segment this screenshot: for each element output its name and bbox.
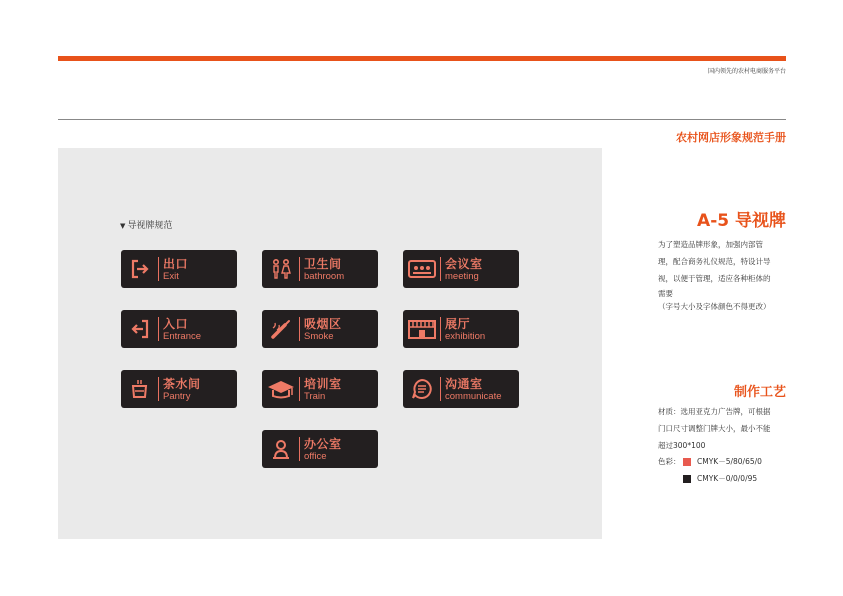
craft-title: 制作工艺 — [733, 385, 786, 400]
sign-cn: 卫生间 — [304, 257, 342, 271]
sign-cn: 入口 — [163, 317, 189, 331]
sign-divider — [158, 317, 159, 341]
color-value-black: CMYK－0/0/0/95 — [697, 474, 758, 483]
color-swatch-red — [683, 458, 691, 466]
sign-en: Exit — [163, 271, 179, 282]
entrance-icon — [129, 318, 151, 340]
sign-communicate — [403, 370, 519, 408]
sign-divider — [440, 257, 441, 281]
sign-divider — [299, 437, 300, 461]
material-line: 材质：选用亚克力广告牌，可根据 — [658, 407, 771, 416]
manual-title: 农村网店形象规范手册 — [676, 131, 786, 144]
color-swatch-black — [683, 475, 691, 483]
sign-divider — [299, 317, 300, 341]
cup-icon — [129, 378, 151, 400]
sign-exhibition — [403, 310, 519, 348]
meeting-icon — [407, 258, 437, 280]
sign-divider — [440, 377, 441, 401]
description — [658, 236, 788, 313]
exit-icon — [129, 258, 151, 280]
graduation-cap-icon — [266, 378, 296, 400]
sign-en: meeting — [445, 271, 479, 282]
sign-en: Smoke — [304, 331, 334, 342]
sign-en: exhibition — [445, 331, 486, 342]
person-icon — [270, 438, 292, 460]
sign-meeting — [403, 250, 519, 288]
description-note: （字号大小及字体颜色不得更改） — [658, 302, 771, 311]
sign-divider — [158, 377, 159, 401]
sign-en: Train — [304, 391, 326, 402]
color-value-red: CMYK－5/80/65/0 — [697, 457, 762, 466]
sign-train — [262, 370, 378, 408]
color-label: 色彩： — [658, 457, 681, 466]
sign-divider — [440, 317, 441, 341]
smoke-icon — [270, 318, 292, 340]
sign-cn: 培训室 — [304, 377, 342, 391]
sign-en: office — [304, 451, 327, 462]
sign-pantry — [121, 370, 237, 408]
sign-divider — [299, 377, 300, 401]
exhibition-icon — [407, 318, 437, 340]
sign-en: bathroom — [304, 271, 345, 282]
material-line: 门口尺寸调整门牌大小，最小不能 — [658, 424, 771, 433]
sign-cn: 吸烟区 — [304, 317, 342, 331]
section-label — [120, 218, 172, 231]
sign-en: Pantry — [163, 391, 191, 402]
sign-cn: 出口 — [163, 257, 189, 271]
sign-cn: 茶水间 — [163, 377, 201, 391]
material-text — [658, 403, 788, 454]
sign-cn: 会议室 — [445, 257, 483, 271]
description-line: 需要 — [658, 289, 673, 298]
sign-entrance — [121, 310, 237, 348]
description-line: 为了塑造品牌形象，加强内部管 — [658, 240, 763, 249]
tagline: 国内领先的农村电商服务平台 — [707, 68, 786, 75]
top-accent-bar — [58, 56, 786, 61]
sign-bathroom — [262, 250, 378, 288]
triangle-icon: ▼ — [120, 222, 126, 230]
sign-cn: 办公室 — [304, 437, 342, 451]
restroom-icon — [270, 258, 292, 280]
sign-divider — [299, 257, 300, 281]
sign-divider — [158, 257, 159, 281]
sign-en: communicate — [445, 391, 502, 402]
sign-office — [262, 430, 378, 468]
divider-line — [58, 119, 786, 120]
description-line: 视，以便于管理，适应各种柜体的 — [658, 274, 771, 283]
sign-smoke — [262, 310, 378, 348]
chat-icon — [411, 378, 433, 400]
sign-cn: 展厅 — [445, 317, 471, 331]
description-line: 理，配合商务礼仪规范，特设计导 — [658, 257, 771, 266]
sign-cn: 沟通室 — [445, 377, 483, 391]
sign-en: Entrance — [163, 331, 202, 342]
material-line: 超过300*100 — [658, 441, 706, 450]
section-label-text: 导视牌规范 — [127, 221, 173, 231]
section-title: A-5 导视牌 — [697, 211, 786, 231]
sign-exit — [121, 250, 237, 288]
